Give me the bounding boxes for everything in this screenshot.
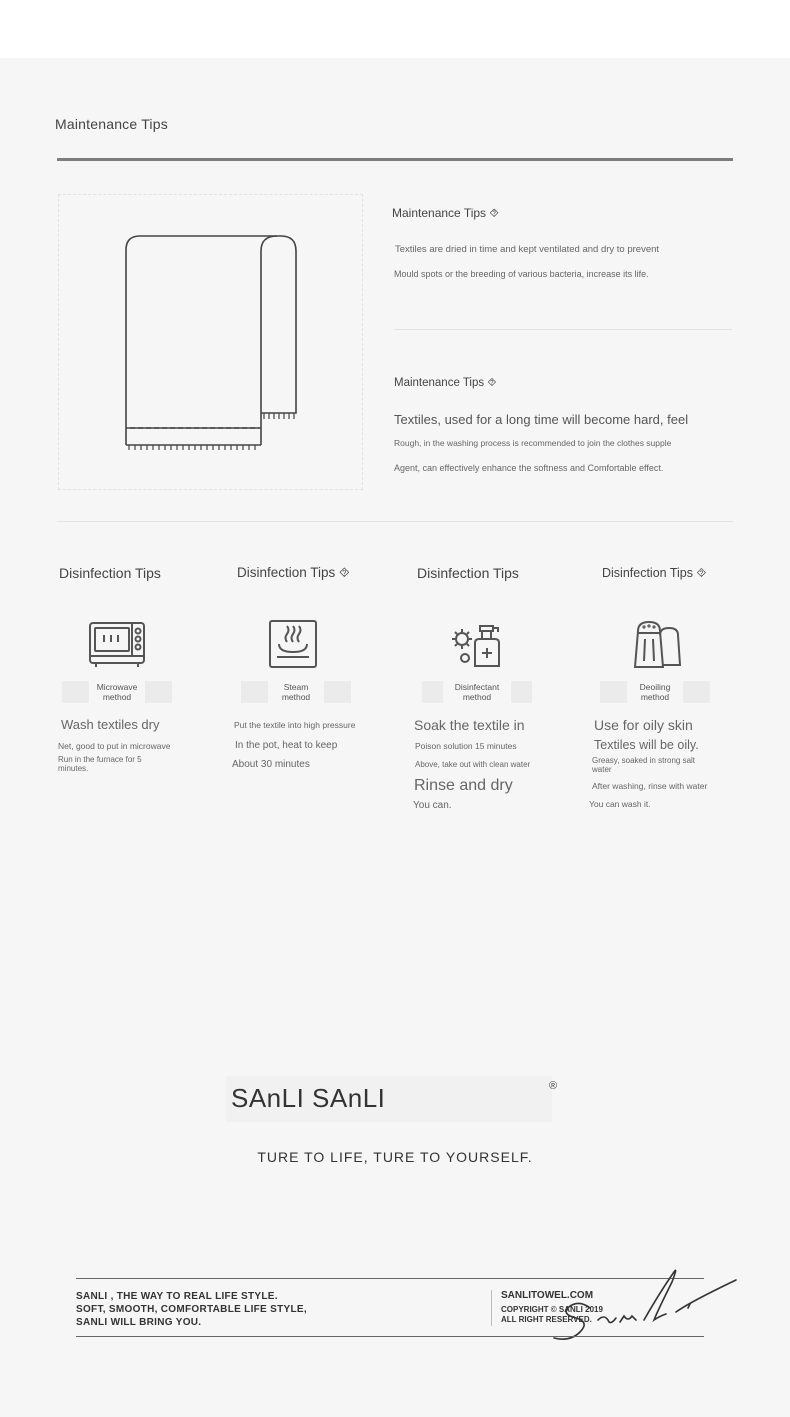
- sanli-signature-logo: [540, 1262, 740, 1352]
- method-label-line-2: method: [102, 692, 132, 702]
- disinfection-col-3-title: Disinfection Tips: [417, 565, 519, 581]
- towel-icon: [59, 195, 364, 491]
- footer-website: SANLITOWEL.COM: [501, 1290, 594, 1301]
- disinfection-col-1-title: Disinfection Tips: [59, 565, 161, 581]
- brand-name: SAnLI SAnLI: [231, 1083, 386, 1113]
- microwave-icon: [87, 615, 147, 675]
- maintenance-tip-1-heading: Maintenance Tips ⯑: [392, 206, 499, 220]
- maintenance-tip-2-line-1: Rough, in the washing process is recommended to join the clothes supple: [394, 438, 672, 448]
- disinfection-col-2-body-2: About 30 minutes: [232, 759, 310, 770]
- section-title: Maintenance Tips: [55, 116, 168, 132]
- section-divider-light: [57, 521, 733, 522]
- disinfection-col-2-body-1: In the pot, heat to keep: [235, 740, 338, 751]
- footer-separator: [491, 1290, 492, 1326]
- steam-pot-icon: [263, 615, 323, 675]
- disinfectant-bottle-icon: [447, 615, 507, 675]
- disinfection-col-1-detail-1: Net, good to put in microwave: [58, 741, 171, 751]
- disinfection-col-2-title: Disinfection Tips ⯑: [237, 565, 350, 580]
- tagline: TURE TO LIFE, TURE TO YOURSELF.: [257, 1149, 533, 1165]
- registered-mark: ®: [549, 1080, 558, 1092]
- maintenance-tip-1-line-1: Textiles are dried in time and kept ventilated and dry to prevent: [395, 244, 660, 255]
- maintenance-divider: [394, 329, 732, 330]
- disinfection-col-3-lead-2: Rinse and dry: [414, 777, 513, 794]
- method-badge-deoiling: [600, 681, 710, 703]
- footer-slogan-line-1: SANLI , THE WAY TO REAL LIFE STYLE.: [76, 1291, 278, 1302]
- method-label-line-1: Deoiling: [639, 682, 671, 692]
- maintenance-tip-2-lead: Textiles, used for a long time will become hard, feel: [394, 412, 689, 427]
- method-label-line-1: Microwave: [96, 682, 138, 692]
- footer-copyright-line-1: COPYRIGHT © SANLI 2019: [501, 1305, 603, 1314]
- method-badge-disinfectant: [422, 681, 532, 703]
- salt-shaker-icon: [627, 615, 687, 675]
- disinfection-col-4-detail-1: Greasy, soaked in strong salt water: [592, 756, 696, 774]
- disinfection-col-4-detail-2: After washing, rinse with water: [592, 781, 708, 791]
- maintenance-tip-2-line-2: Agent, can effectively enhance the softness and Comfortable effect.: [394, 463, 664, 473]
- disinfection-col-4-lead-b: Textiles will be oily.: [594, 738, 699, 752]
- disinfection-col-3-detail-2: Above, take out with clean water: [415, 760, 531, 769]
- disinfection-col-3-tail: You can.: [413, 800, 452, 811]
- footer-slogan-line-2: SOFT, SMOOTH, COMFORTABLE LIFE STYLE,: [76, 1304, 307, 1315]
- disinfection-col-1-lead: Wash textiles dry: [61, 717, 160, 732]
- footer-copyright-line-2: ALL RIGHT RESERVED.: [501, 1315, 592, 1324]
- maintenance-tip-1-line-2: Mould spots or the breeding of various bacteria, increase its life.: [394, 269, 649, 279]
- method-badge-microwave: [62, 681, 172, 703]
- method-label-line-2: method: [462, 692, 492, 702]
- disinfection-col-4-lead: Use for oily skin: [594, 717, 693, 733]
- footer-bottom-rule: [76, 1336, 704, 1337]
- method-label-line-2: method: [640, 692, 670, 702]
- footer-slogan-line-3: SANLI WILL BRING YOU.: [76, 1317, 202, 1328]
- footer-slogan: [76, 1290, 307, 1329]
- disinfection-col-3-detail-1: Poison solution 15 minutes: [415, 741, 517, 751]
- towel-illustration-frame: [58, 194, 363, 490]
- method-label-line-1: Disinfectant: [454, 682, 500, 692]
- disinfection-col-3-lead: Soak the textile in: [414, 717, 525, 733]
- maintenance-tip-2-heading: Maintenance Tips ⯑: [394, 377, 497, 389]
- section-divider: [57, 158, 733, 161]
- method-badge-steam: [241, 681, 351, 703]
- disinfection-col-4-title: Disinfection Tips ⯑: [602, 566, 707, 580]
- disinfection-col-1-detail-2: Run in the furnace for 5 minutes.: [58, 755, 142, 773]
- method-label-line-2: method: [281, 692, 311, 702]
- disinfection-col-2-small: Put the textile into high pressure: [234, 720, 356, 730]
- disinfection-col-4-tail: You can wash it.: [589, 799, 651, 809]
- method-label-line-1: Steam: [283, 682, 309, 692]
